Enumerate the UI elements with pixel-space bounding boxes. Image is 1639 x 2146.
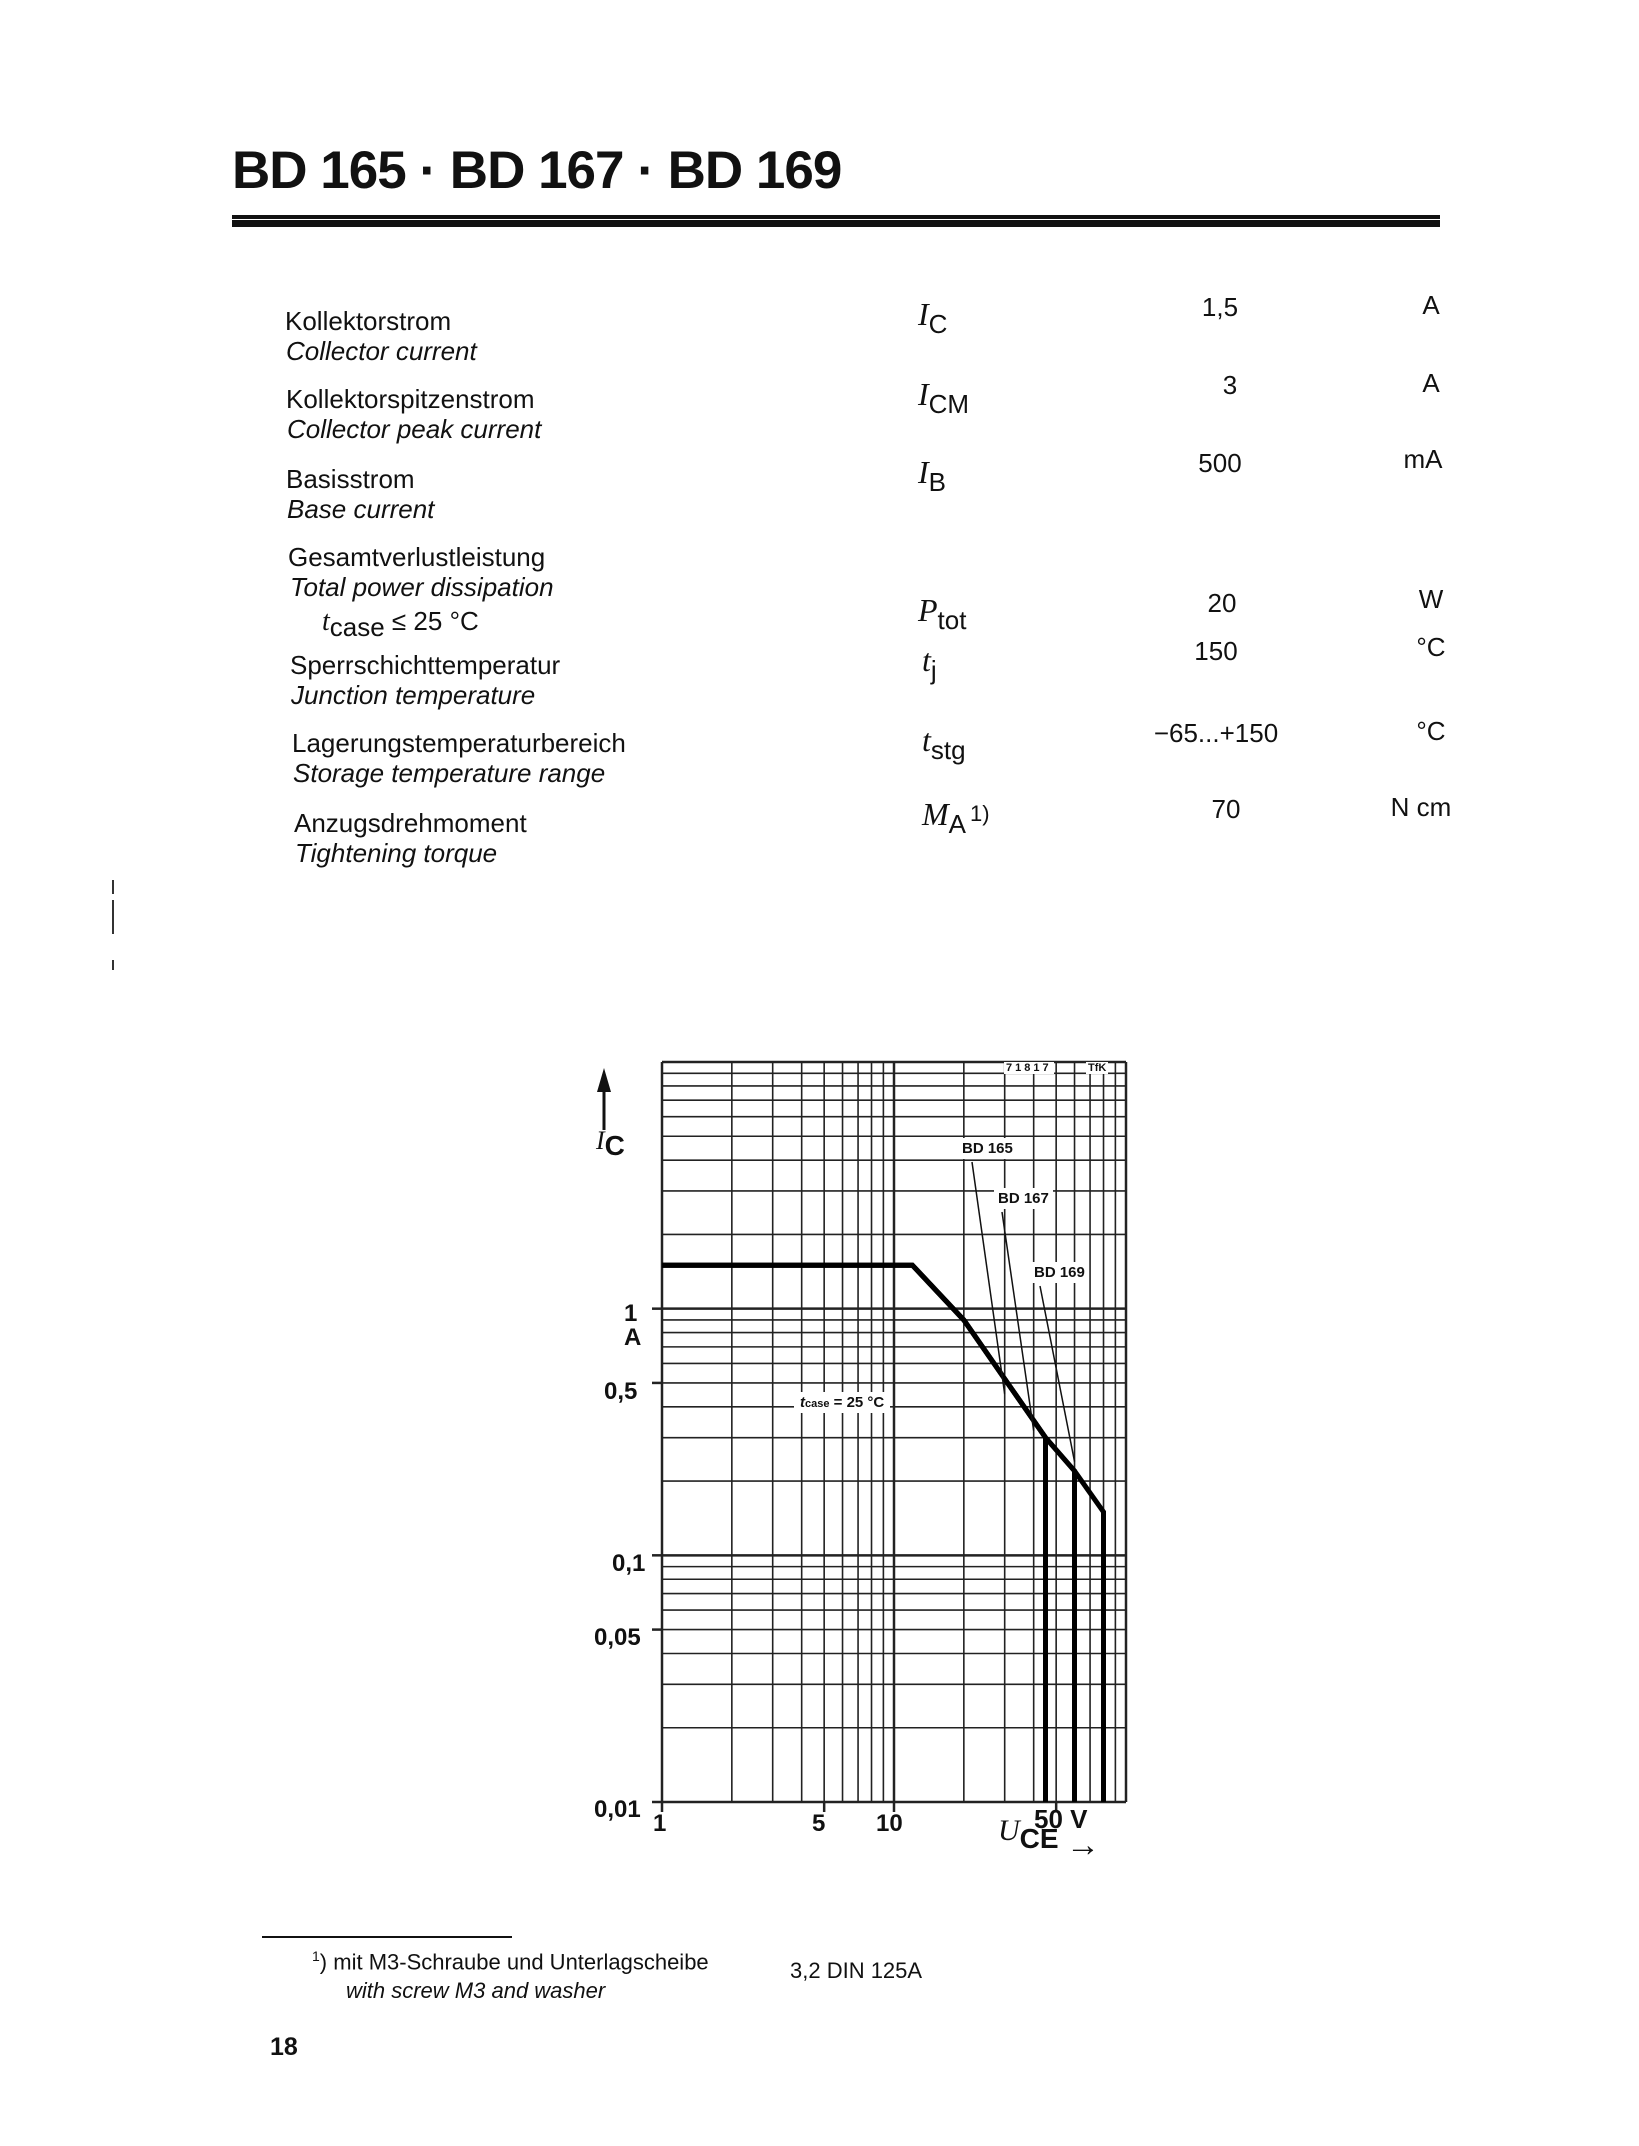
param-unit: A bbox=[1422, 368, 1440, 398]
param-de: Kollektorspitzenstrom bbox=[286, 384, 535, 414]
param-en: Collector peak current bbox=[287, 414, 542, 444]
series-line-bd167 bbox=[662, 1265, 1075, 1802]
param-symbol: $t_{stg}$ bbox=[922, 722, 966, 765]
footnote: $^1$) mit M3-Schraube und Unterlagscheibe bbox=[312, 1948, 709, 1975]
footnote-en: with screw M3 and washer bbox=[346, 1978, 606, 2003]
param-symbol: $I_{CM}$ bbox=[918, 376, 970, 419]
x-tick-label: 5 bbox=[812, 1810, 826, 1837]
page-number: 18 bbox=[270, 2033, 298, 2061]
param-en: Total power dissipation bbox=[290, 572, 554, 602]
param-value: −65...+150 bbox=[1153, 718, 1279, 748]
param-value: 70 bbox=[1211, 794, 1241, 824]
series-label-bd167: BD 167 bbox=[994, 1188, 1053, 1209]
series-line-bd165 bbox=[662, 1265, 1046, 1802]
figure-code: 71817 bbox=[1006, 1062, 1052, 1074]
x-axis-arrow-icon: → bbox=[1066, 1826, 1100, 1864]
figure-code-suffix: TfK bbox=[1088, 1062, 1107, 1074]
param-en: Storage temperature range bbox=[293, 758, 606, 788]
param-unit: °C bbox=[1416, 632, 1446, 662]
param-value: 500 bbox=[1198, 448, 1242, 478]
param-unit: °C bbox=[1416, 716, 1446, 746]
chart-annotation: tcase = 25 °C bbox=[794, 1392, 890, 1413]
y-tick-unit: A bbox=[624, 1324, 642, 1351]
param-de: Kollektorstrom bbox=[285, 306, 452, 336]
param-symbol: $I_C$ bbox=[918, 296, 948, 339]
param-de: Sperrschichttemperatur bbox=[290, 650, 561, 680]
param-unit: mA bbox=[1403, 444, 1443, 474]
y-tick-label: 0,05 bbox=[594, 1624, 641, 1651]
y-axis-arrow-icon bbox=[597, 1068, 611, 1092]
chart-grid bbox=[652, 1062, 1126, 1812]
series-label-bd165: BD 165 bbox=[958, 1138, 1017, 1159]
param-en: Collector current bbox=[286, 336, 477, 366]
param-de: Gesamtverlustleistung bbox=[288, 542, 546, 572]
y-axis-label: IC bbox=[596, 1126, 625, 1161]
param-de: Anzugsdrehmoment bbox=[294, 808, 527, 838]
param-condition: tcase ≤ 25 °C bbox=[322, 606, 479, 642]
param-unit: W bbox=[1418, 584, 1444, 614]
param-en: Tightening torque bbox=[295, 838, 498, 868]
param-en: Base current bbox=[287, 494, 435, 524]
param-symbol: $M_A$ 1) bbox=[922, 796, 990, 839]
param-value: 1,5 bbox=[1201, 292, 1239, 322]
param-value: 20 bbox=[1207, 588, 1237, 618]
param-unit: A bbox=[1422, 290, 1440, 320]
param-en: Junction temperature bbox=[291, 680, 536, 710]
footnote-rule bbox=[262, 1936, 512, 1938]
param-symbol: $t_j$ bbox=[922, 642, 937, 685]
param-de: Lagerungstemperaturbereich bbox=[292, 728, 626, 758]
x-tick-label: 50 V bbox=[1034, 1804, 1088, 1834]
x-tick-label: 1 bbox=[653, 1810, 667, 1837]
x-axis-label: UCE bbox=[998, 1814, 1059, 1854]
param-value: 150 bbox=[1194, 636, 1238, 666]
param-unit: N cm bbox=[1390, 792, 1452, 822]
page-title: BD 165 · BD 167 · BD 169 bbox=[232, 141, 842, 200]
y-tick-label: 0,1 bbox=[612, 1550, 646, 1577]
param-de: Basisstrom bbox=[286, 464, 415, 494]
y-tick-label: 0,01 bbox=[594, 1796, 641, 1823]
footnote-spec: 3,2 DIN 125A bbox=[790, 1958, 923, 1983]
param-value: 3 bbox=[1222, 370, 1238, 400]
x-tick-label: 10 bbox=[876, 1810, 903, 1837]
param-symbol: $P_{tot}$ bbox=[918, 592, 967, 635]
y-tick-label: 0,5 bbox=[604, 1378, 638, 1405]
series-label-bd169: BD 169 bbox=[1030, 1262, 1089, 1283]
param-symbol: $I_B$ bbox=[918, 454, 946, 497]
y-tick-label: 1 bbox=[624, 1300, 638, 1327]
